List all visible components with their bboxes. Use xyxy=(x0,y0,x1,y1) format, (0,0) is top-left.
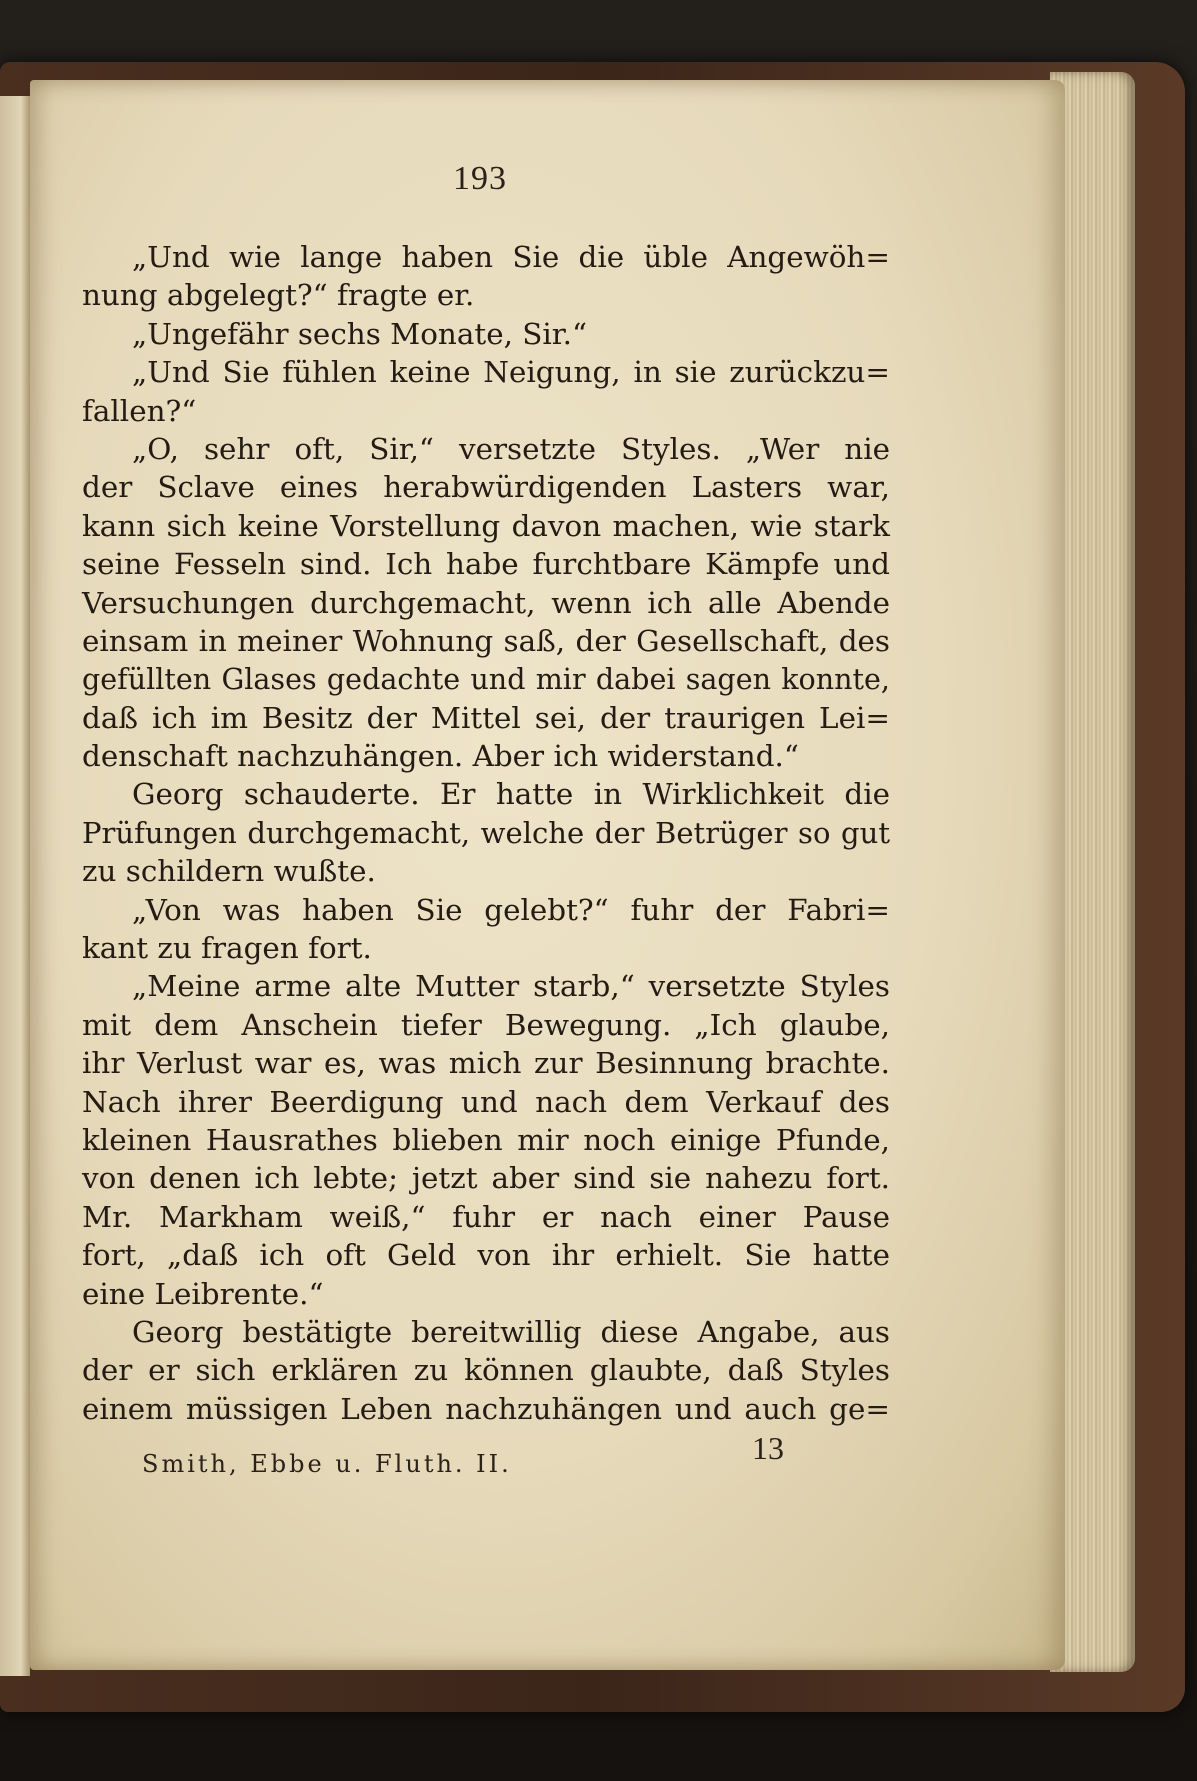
text-line: „O, sehr oft, Sir,“ versetzte Styles. „Wer nie xyxy=(132,431,890,466)
text-line: mit dem Anschein tiefer Bewegung. „Ich glaube, xyxy=(82,1007,890,1042)
text-line: „Von was haben Sie gelebt?“ fuhr der Fabri= xyxy=(132,892,890,927)
text-line: Georg bestätigte bereitwillig diese Angabe, aus xyxy=(132,1314,890,1349)
text-line: Mr. Markham weiß,“ fuhr er nach einer Pause xyxy=(82,1199,890,1234)
text-line: von denen ich lebte; jetzt aber sind sie nahezu fort. xyxy=(82,1161,890,1196)
body-text xyxy=(82,238,890,1428)
text-line: kann sich keine Vorstellung davon machen, wie stark xyxy=(82,508,890,543)
text-line: fallen?“ xyxy=(82,393,197,428)
signature-mark: Smith, Ebbe u. Fluth. II. xyxy=(142,1450,512,1478)
text-line: „Und Sie fühlen keine Neigung, in sie zurückzu= xyxy=(132,355,890,390)
text-line: „Und wie lange haben Sie die üble Angewöh= xyxy=(132,240,890,274)
text-line: der er sich erklären zu können glaubte, daß Styles xyxy=(82,1353,890,1388)
text-line: einem müssigen Leben nachzuhängen und auch ge= xyxy=(82,1391,890,1426)
text-line: kleinen Hausrathes blieben mir noch einige Pfunde, xyxy=(82,1122,890,1157)
text-line: der Sclave eines herabwürdigenden Lasters war, xyxy=(82,470,890,505)
text-line: seine Fesseln sind. Ich habe furchtbare Kämpfe und xyxy=(82,547,890,582)
text-line: denschaft nachzuhängen. Aber ich widerstand.“ xyxy=(82,739,799,774)
text-line: Versuchungen durchgemacht, wenn ich alle Abende xyxy=(82,585,890,620)
text-line: Nach ihrer Beerdigung und nach dem Verkauf des xyxy=(82,1084,890,1119)
facing-page-edge xyxy=(0,96,30,1676)
text-line: Georg schauderte. Er hatte in Wirklichkeit die xyxy=(132,777,890,812)
text-line: ihr Verlust war es, was mich zur Besinnung brachte. xyxy=(82,1046,890,1081)
text-line: gefüllten Glases gedachte und mir dabei sagen konnte, xyxy=(82,662,890,697)
sheet-number: 13 xyxy=(752,1430,784,1466)
text-line: Prüfungen durchgemacht, welche der Betrüger so gut xyxy=(82,815,890,850)
text-line: „Meine arme alte Mutter starb,“ versetzte Styles xyxy=(132,969,890,1004)
page-number: 193 xyxy=(453,160,507,197)
text-line: fort, „daß ich oft Geld von ihr erhielt. Sie hatte xyxy=(82,1238,890,1273)
text-line: eine Leibrente.“ xyxy=(82,1276,324,1311)
text-line: einsam in meiner Wohnung saß, der Gesellschaft, des xyxy=(82,623,890,658)
text-line: zu schildern wußte. xyxy=(82,854,376,889)
text-line: kant zu fragen fort. xyxy=(82,931,372,966)
text-line: daß ich im Besitz der Mittel sei, der traurigen Lei= xyxy=(82,700,890,735)
text-line: nung abgelegt?“ fragte er. xyxy=(82,278,475,313)
text-line: „Ungefähr sechs Monate, Sir.“ xyxy=(132,316,587,351)
